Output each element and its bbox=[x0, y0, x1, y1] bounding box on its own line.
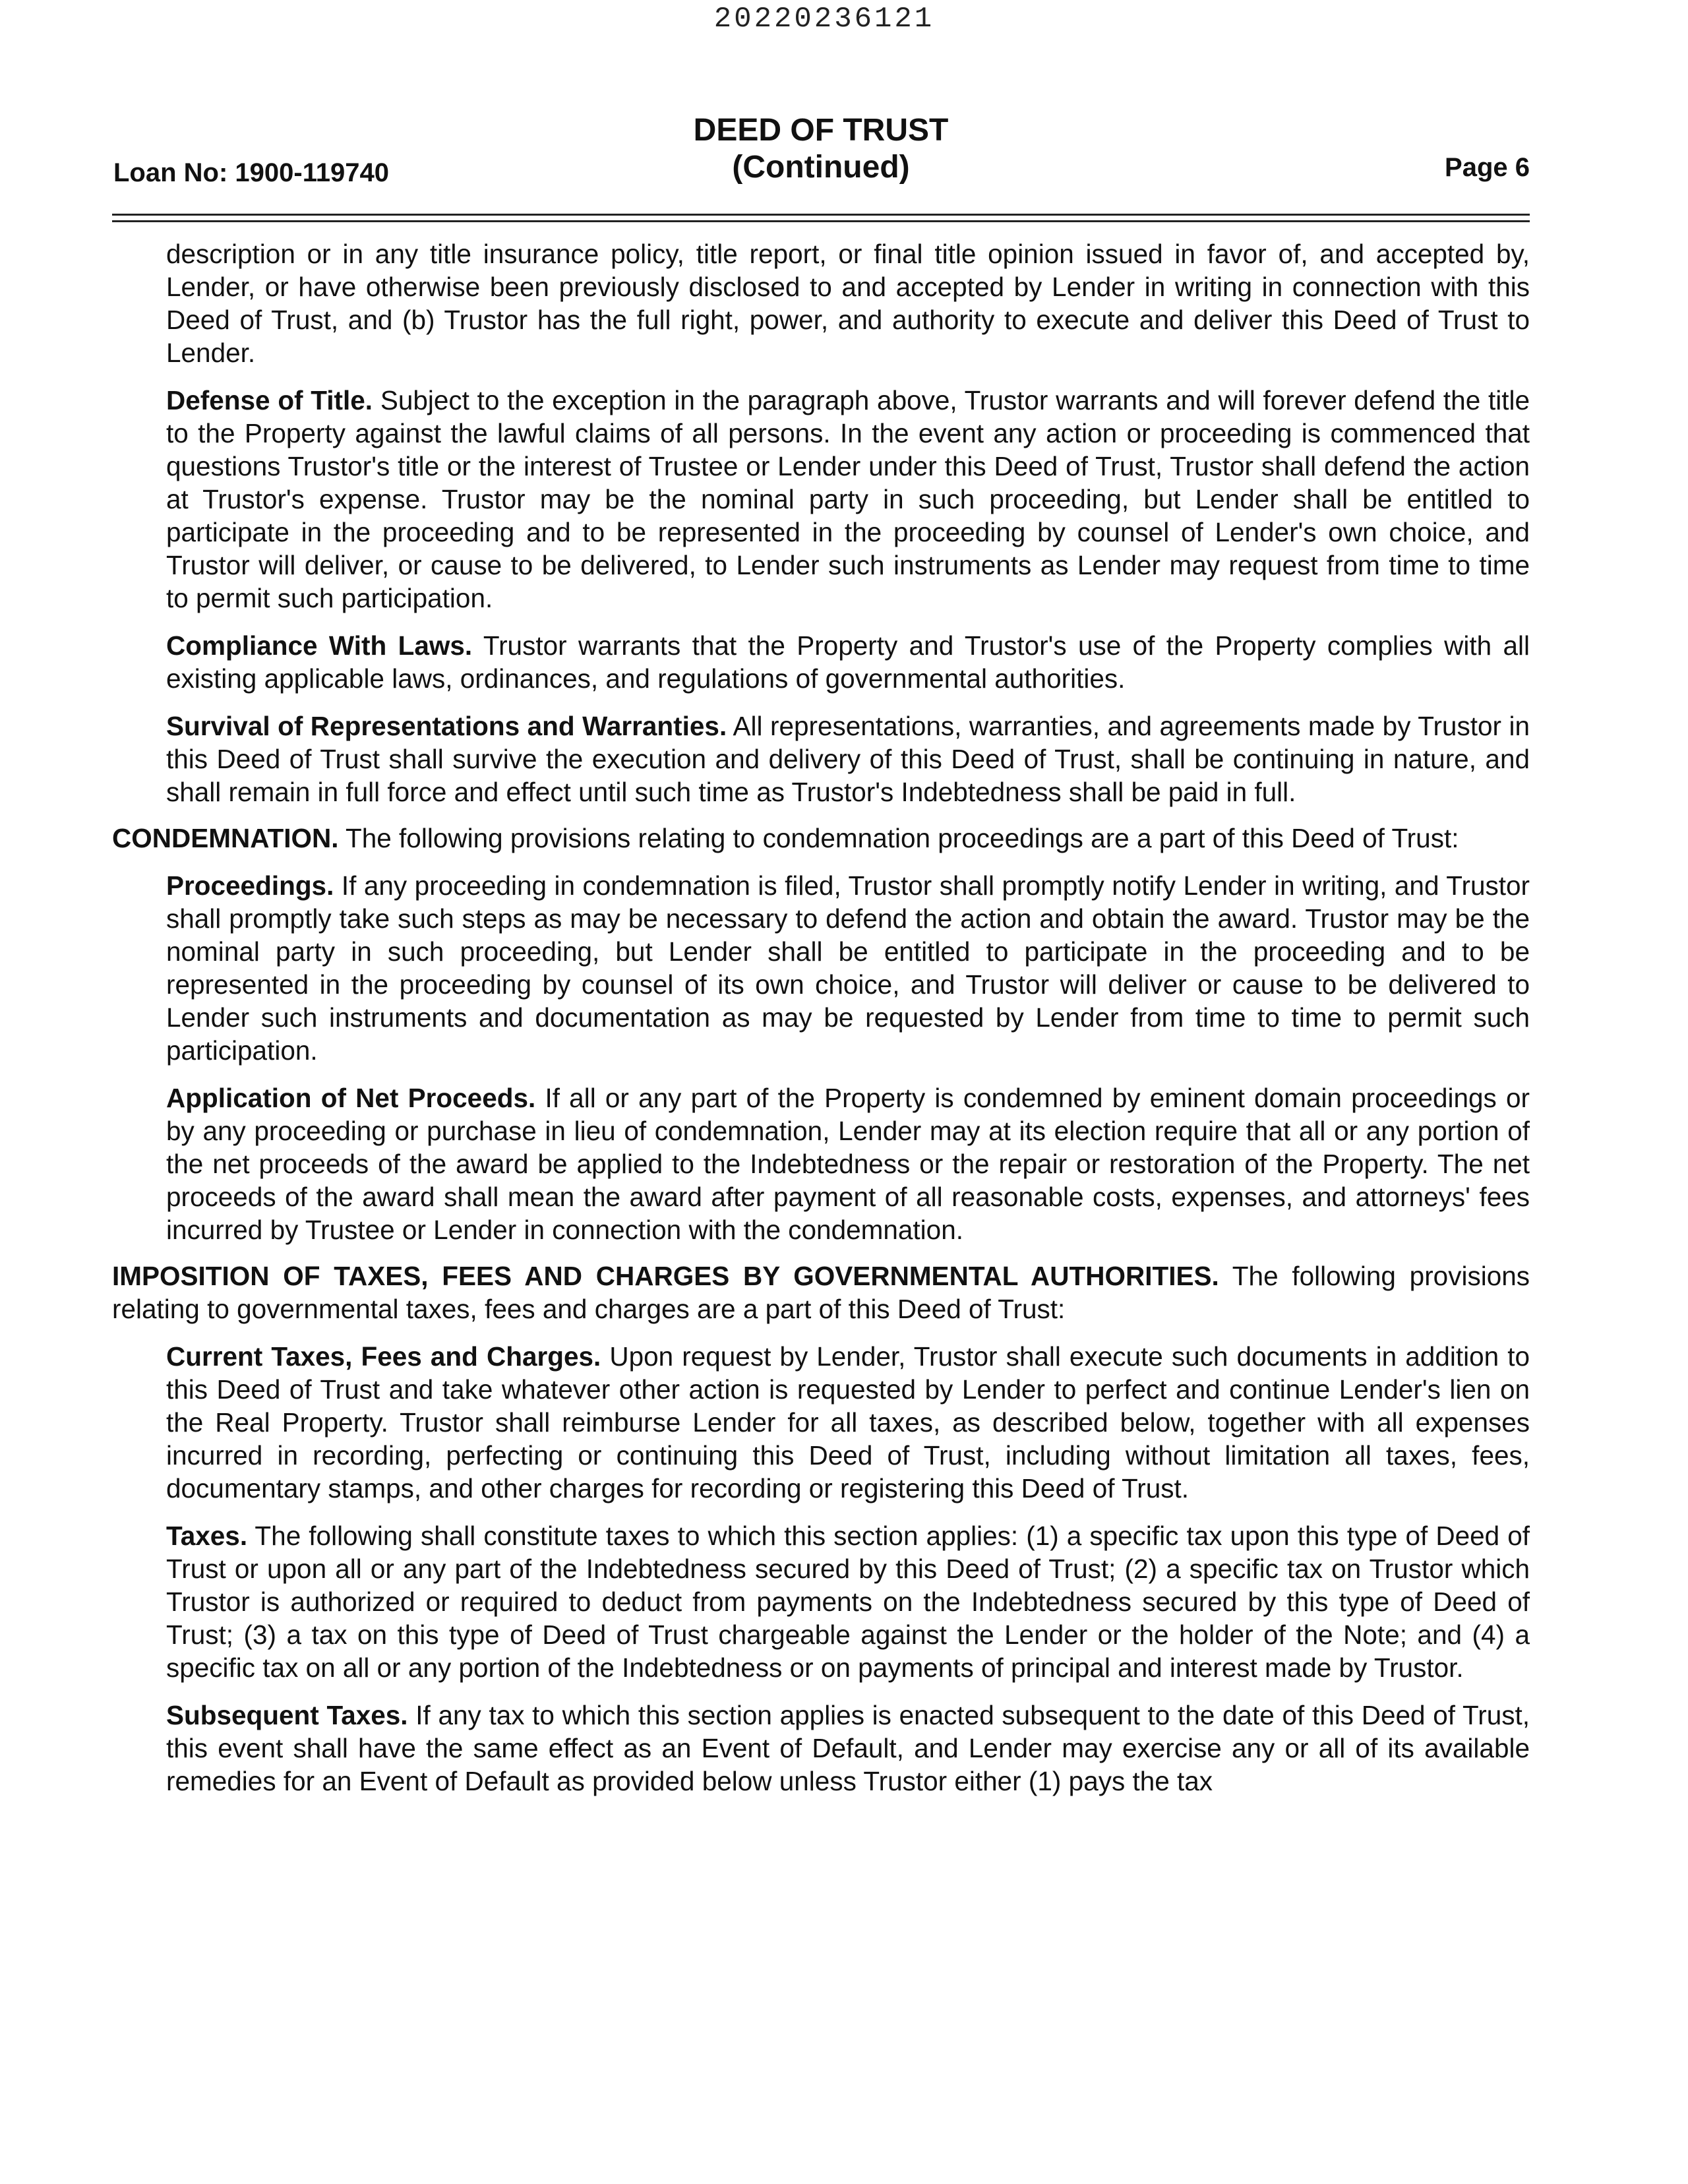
paragraph-text: Trustor warrants that the Property and Trustor's use of the Property complies with all existing applicable laws, ordinances, and regulations of governmental authorities. bbox=[166, 630, 1530, 694]
paragraph-heading: Subsequent Taxes. bbox=[166, 1700, 408, 1730]
paragraph-heading: Defense of Title. bbox=[166, 385, 373, 415]
paragraph-heading: Proceedings. bbox=[166, 870, 334, 901]
page-header bbox=[112, 112, 1530, 191]
header-rule-top bbox=[112, 214, 1530, 216]
paragraph-heading: Application of Net Proceeds. bbox=[166, 1083, 536, 1113]
paragraph-text: All representations, warranties, and agreements made by Trustor in this Deed of Trust shall survive the execution and delivery of this Deed of Trust, shall be continuing in nature, and shall remain in full force and effect until such time as Trustor's Indebtedness shall be paid in full. bbox=[166, 711, 1530, 807]
document-body bbox=[112, 237, 1530, 1798]
document-subtitle: (Continued) bbox=[732, 150, 910, 185]
paragraph-text: Upon request by Lender, Trustor shall execute such documents in addition to this Deed of Trust and take whatever other action is requested by Lender to perfect and continue Lender's lien on the Real Property. Trustor shall reimburse Lender for all taxes, as described below, together with all expenses incurred in recording, perfecting or continuing this Deed of Trust, including without limitation all taxes, fees, documentary stamps, and other charges for recording or registering this Deed of Trust. bbox=[166, 1341, 1530, 1503]
recording-number: 20220236121 bbox=[713, 3, 935, 36]
paragraph-compliance-with-laws bbox=[166, 629, 1530, 695]
paragraph-heading: Compliance With Laws. bbox=[166, 630, 473, 661]
section-heading: CONDEMNATION. bbox=[112, 823, 339, 853]
paragraph-text: If any proceeding in condemnation is filed, Trustor shall promptly notify Lender in writing, and Trustor shall promptly take such steps as may be necessary to defend the action and obtain the award. Trustor may be the nominal party in such proceeding, but Lender shall be entitled to participate in the proceeding and to be represented in the proceeding by counsel of its own choice, and Trustor will deliver or cause to be delivered to Lender such instruments and documentation as may be requested by Lender from time to time to permit such participation. bbox=[166, 870, 1530, 1066]
page-number: Page 6 bbox=[1445, 153, 1530, 182]
paragraph-text: The following shall constitute taxes to which this section applies: (1) a specific tax upon this type of Deed of Trust or upon all or any part of the Indebtedness secured by this Deed of Trust; (2) a specific tax on Trustor which Trustor is authorized or required to deduct from payments on the Indebtedness secured by this type of Deed of Trust; (3) a tax on this type of Deed of Trust chargeable against the Lender or the holder of the Note; and (4) a specific tax on all or any portion of the Indebtedness or on payments of principal and interest made by Trustor. bbox=[166, 1521, 1530, 1683]
section-text: The following provisions relating to governmental taxes, fees and charges are a part of this Deed of Trust: bbox=[112, 1261, 1530, 1324]
paragraph-heading: Survival of Representations and Warranties. bbox=[166, 711, 727, 741]
paragraph-heading: Current Taxes, Fees and Charges. bbox=[166, 1341, 601, 1372]
paragraph-survival-of-representations bbox=[166, 710, 1530, 808]
loan-number: Loan No: 1900-119740 bbox=[113, 158, 389, 187]
paragraph-text: Subject to the exception in the paragraph above, Trustor warrants and will forever defend the title to the Property against the lawful claims of all persons. In the event any action or proceeding is commenced that questions Trustor's title or the interest of Trustee or Lender under this Deed of Trust, Trustor shall defend the action at Trustor's expense. Trustor may be the nominal party in such proceeding, but Lender shall be entitled to participate in the proceeding and to be represented in the proceeding by counsel of Lender's own choice, and Trustor will deliver, or cause to be delivered, to Lender such instruments as Lender may request from time to time to permit such participation. bbox=[166, 385, 1530, 613]
paragraph-text: If any tax to which this section applies is enacted subsequent to the date of this Deed of Trust, this event shall have the same effect as an Event of Default, and Lender may exercise any or all of its available remedies for an Event of Default as provided below unless Trustor either (1) pays the tax bbox=[166, 1700, 1530, 1796]
paragraph-subsequent-taxes bbox=[166, 1699, 1530, 1798]
section-heading: IMPOSITION OF TAXES, FEES AND CHARGES BY GOVERNMENTAL AUTHORITIES. bbox=[112, 1261, 1219, 1291]
paragraph-text: If all or any part of the Property is condemned by eminent domain proceedings or by any proceeding or purchase in lieu of condemnation, Lender may at its election require that all or any portion of the net proceeds of the award be applied to the Indebtedness or the repair or restoration of the Property. The net proceeds of the award shall mean the award after payment of all reasonable costs, expenses, and attorneys' fees incurred by Trustee or Lender in connection with the condemnation. bbox=[166, 1083, 1530, 1245]
paragraph-defense-of-title bbox=[166, 384, 1530, 615]
paragraph-application-of-net-proceeds bbox=[166, 1081, 1530, 1246]
section-condemnation bbox=[112, 822, 1530, 855]
document-title-block bbox=[112, 112, 1530, 186]
paragraph-current-taxes bbox=[166, 1340, 1530, 1505]
paragraph-proceedings bbox=[166, 869, 1530, 1067]
section-imposition-of-taxes bbox=[112, 1259, 1530, 1325]
paragraph-heading: Taxes. bbox=[166, 1521, 248, 1551]
paragraph-text: description or in any title insurance policy, title report, or final title opinion issued in favor of, and accepted by, Lender, or have otherwise been previously disclosed to and accepted by Lender in writing in connection with this Deed of Trust, and (b) Trustor has the full right, power, and authority to execute and deliver this Deed of Trust to Lender. bbox=[166, 239, 1530, 368]
paragraph-taxes bbox=[166, 1519, 1530, 1684]
paragraph-title-exceptions bbox=[166, 237, 1530, 369]
document-title: DEED OF TRUST bbox=[693, 113, 949, 148]
section-text: The following provisions relating to condemnation proceedings are a part of this Deed of Trust: bbox=[338, 823, 1459, 853]
header-rule-bottom bbox=[112, 220, 1530, 222]
